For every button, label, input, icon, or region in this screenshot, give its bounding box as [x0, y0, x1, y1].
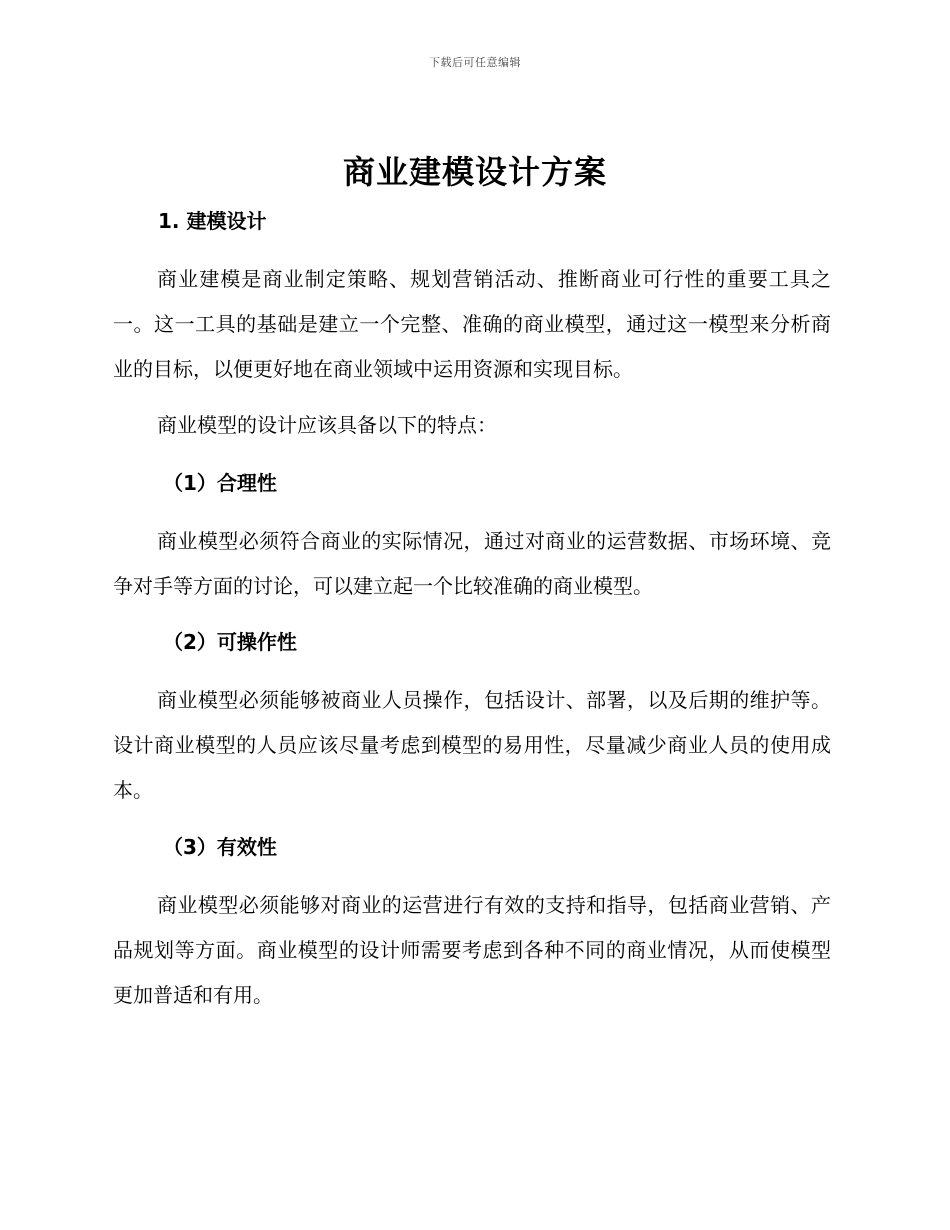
- features-lead: 商业模型的设计应该具备以下的特点：: [157, 413, 497, 437]
- header-note: 下载后可任意编辑: [429, 56, 521, 69]
- feature-heading-rationality: （1）合理性: [163, 471, 277, 495]
- intro-paragraph: 商业建模是商业制定策略、规划营销活动、推断商业可行性的重要工具之一。这一工具的基础是建立一个完整、准确的商业模型，通过这一模型来分析商业的目标，以便更好地在商业领域中运用资源和实现目标。: [113, 267, 831, 381]
- feature-text-operability: 商业模型必须能够被商业人员操作，包括设计、部署，以及后期的维护等。设计商业模型的人员应该尽量考虑到模型的易用性，尽量减少商业人员的使用成本。: [113, 688, 831, 802]
- feature-heading-effectiveness: （3）有效性: [163, 835, 277, 859]
- document-title: 商业建模设计方案: [342, 153, 607, 191]
- feature-text-rationality: 商业模型必须符合商业的实际情况，通过对商业的运营数据、市场环境、竞争对手等方面的讨论，可以建立起一个比较准确的商业模型。: [113, 529, 831, 598]
- feature-heading-operability: （2）可操作性: [163, 630, 297, 654]
- feature-text-effectiveness: 商业模型必须能够对商业的运营进行有效的支持和指导，包括商业营销、产品规划等方面。商业模型的设计师需要考虑到各种不同的商业情况，从而使模型更加普适和有用。: [113, 893, 831, 1007]
- section-heading: 1. 建模设计: [158, 209, 267, 233]
